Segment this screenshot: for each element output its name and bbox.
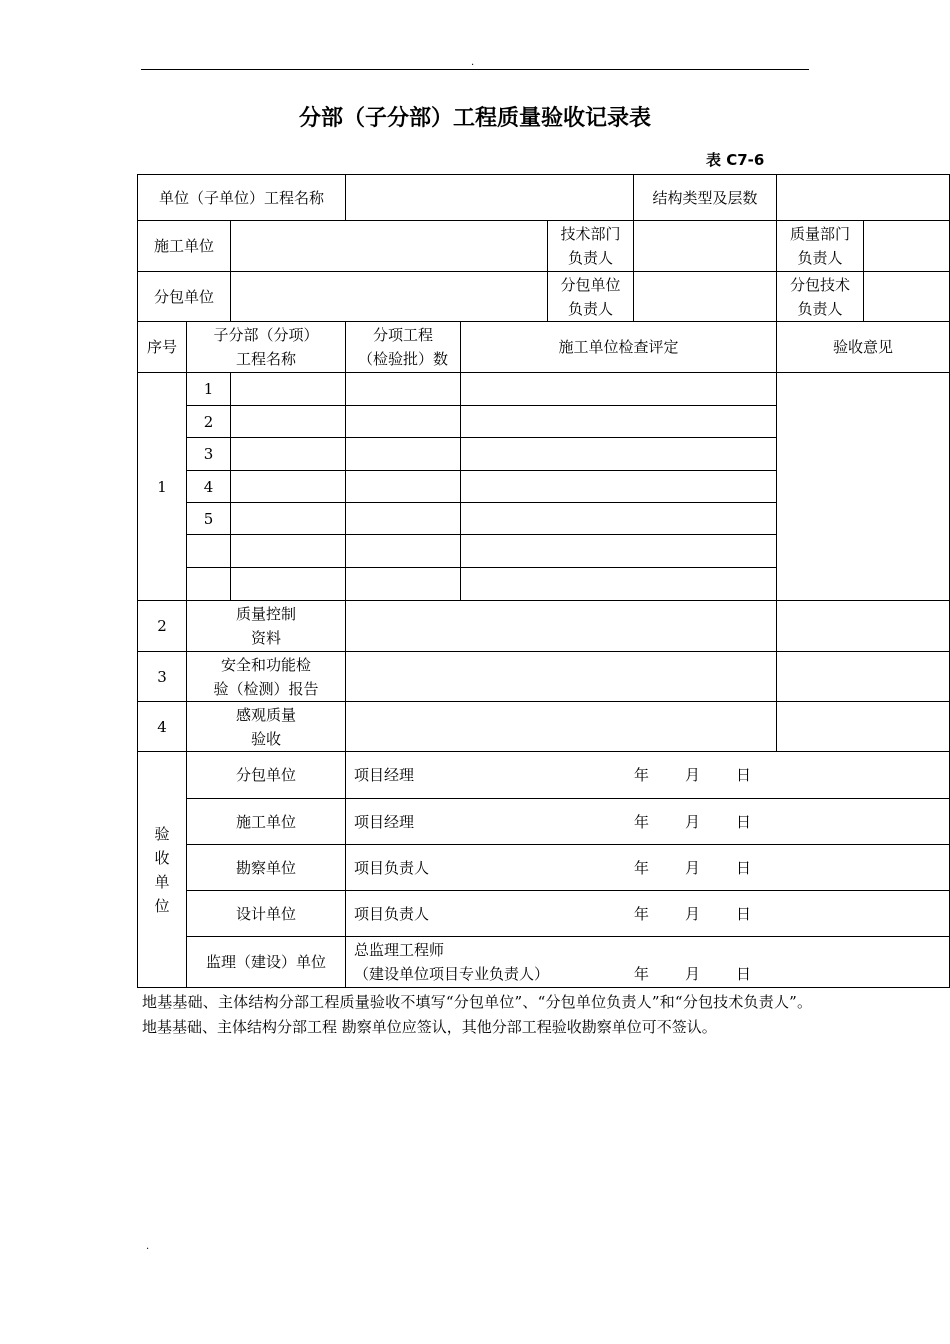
tech-dept-head-field[interactable] xyxy=(634,221,777,272)
year-label: 年 xyxy=(634,858,650,877)
sub-item-check-field[interactable] xyxy=(461,503,777,535)
signer-title: 项目负责人 xyxy=(354,904,430,923)
day-label: 日 xyxy=(736,904,752,923)
col-name-header: 子分部（分项） 工程名称 xyxy=(187,322,346,373)
acceptance-signature-field[interactable] xyxy=(346,845,950,891)
year-label: 年 xyxy=(634,904,650,923)
subcontractor-head-label: 分包单位 负责人 xyxy=(548,272,634,322)
sub-item-name-field[interactable] xyxy=(231,568,346,601)
acceptance-unit-name: 勘察单位 xyxy=(187,845,346,891)
year-label: 年 xyxy=(634,965,650,983)
sub-item-check-field[interactable] xyxy=(461,373,777,406)
footer-dot: . xyxy=(146,1241,150,1252)
acceptance-unit-name: 设计单位 xyxy=(187,891,346,937)
col-seq-header: 序号 xyxy=(138,322,187,373)
sub-item-number: 5 xyxy=(187,503,231,535)
sub-item-check-field[interactable] xyxy=(461,471,777,503)
sub-item-name-field[interactable] xyxy=(231,535,346,568)
sub-item-count-field[interactable] xyxy=(346,406,461,438)
signer-title: 项目经理 xyxy=(354,766,415,784)
supervision-signature-field[interactable] xyxy=(346,937,950,988)
month-label: 月 xyxy=(685,858,701,877)
footnote: 地基基础、主体结构分部工程质量验收不填写“分包单位”、“分包单位负责人”和“分包技术负责人”。地基基础、主体结构分部工程 勘察单位应签认，其他分部工程验收勘察单位可不签认。 xyxy=(142,993,812,1036)
signer-title: 项目经理 xyxy=(354,812,415,831)
sub-item-number xyxy=(187,535,231,568)
acceptance-signature-field[interactable] xyxy=(346,891,950,937)
acceptance-unit-name: 施工单位 xyxy=(187,799,346,845)
sub-item-number: 3 xyxy=(187,438,231,471)
structure-field[interactable] xyxy=(777,175,950,221)
year-label: 年 xyxy=(634,766,650,784)
section-3-seq: 3 xyxy=(138,652,187,702)
day-label: 日 xyxy=(736,858,752,877)
sub-item-count-field[interactable] xyxy=(346,503,461,535)
sub-item-name-field[interactable] xyxy=(231,471,346,503)
acceptance-record-table xyxy=(137,174,950,988)
sub-item-check-field[interactable] xyxy=(461,568,777,601)
subcontractor-tech-head-label: 分包技术 负责人 xyxy=(777,272,864,322)
sub-item-check-field[interactable] xyxy=(461,535,777,568)
acceptance-signature-field[interactable] xyxy=(346,752,950,799)
sub-item-name-field[interactable] xyxy=(231,373,346,406)
acceptance-units-label: 验 收 单 位 xyxy=(138,752,187,988)
appearance-quality-label: 感观质量 验收 xyxy=(187,702,346,752)
quality-control-docs-opinion[interactable] xyxy=(777,601,950,652)
safety-function-report-label: 安全和功能检 验（检测）报告 xyxy=(187,652,346,702)
sub-item-count-field[interactable] xyxy=(346,438,461,471)
quality-control-docs-field[interactable] xyxy=(346,601,777,652)
structure-label: 结构类型及层数 xyxy=(634,175,777,221)
day-label: 日 xyxy=(736,766,752,784)
day-label: 日 xyxy=(736,965,752,983)
subcontractor-head-field[interactable] xyxy=(634,272,777,322)
quality-control-docs-label: 质量控制 资料 xyxy=(187,601,346,652)
chief-supervisor-title: 总监理工程师 xyxy=(354,941,445,959)
day-label: 日 xyxy=(736,812,752,831)
appearance-quality-field[interactable] xyxy=(346,702,777,752)
month-label: 月 xyxy=(685,965,701,983)
safety-function-report-opinion[interactable] xyxy=(777,652,950,702)
supervision-unit-name: 监理（建设）单位 xyxy=(187,937,346,988)
header-rule xyxy=(141,69,809,70)
subcontractor-tech-head-field[interactable] xyxy=(864,272,950,322)
sub-item-number: 2 xyxy=(187,406,231,438)
sub-item-check-field[interactable] xyxy=(461,406,777,438)
year-label: 年 xyxy=(634,812,650,831)
sub-item-count-field[interactable] xyxy=(346,471,461,503)
sub-item-name-field[interactable] xyxy=(231,503,346,535)
acceptance-signature-field[interactable] xyxy=(346,799,950,845)
section-1-seq: 1 xyxy=(138,373,187,601)
section-1-opinion-field[interactable] xyxy=(777,373,950,601)
sub-item-number: 4 xyxy=(187,471,231,503)
appearance-quality-opinion[interactable] xyxy=(777,702,950,752)
sub-item-number: 1 xyxy=(187,373,231,406)
subcontractor-field[interactable] xyxy=(231,272,548,322)
sub-item-count-field[interactable] xyxy=(346,535,461,568)
sub-item-count-field[interactable] xyxy=(346,373,461,406)
col-count-header: 分项工程 （检验批）数 xyxy=(346,322,461,373)
unit-name-label: 单位（子单位）工程名称 xyxy=(138,175,346,221)
col-check-header: 施工单位检查评定 xyxy=(461,322,777,373)
section-2-seq: 2 xyxy=(138,601,187,652)
owner-project-head-title: （建设单位项目专业负责人） xyxy=(354,965,550,983)
page-title: 分部（子分部）工程质量验收记录表 xyxy=(298,106,651,131)
tech-dept-head-label: 技术部门 负责人 xyxy=(548,221,634,272)
sub-item-number xyxy=(187,568,231,601)
section-4-seq: 4 xyxy=(138,702,187,752)
month-label: 月 xyxy=(685,766,701,784)
sub-item-count-field[interactable] xyxy=(346,568,461,601)
acceptance-unit-name: 分包单位 xyxy=(187,752,346,799)
header-dot: . xyxy=(471,57,475,68)
sub-item-check-field[interactable] xyxy=(461,438,777,471)
safety-function-report-field[interactable] xyxy=(346,652,777,702)
signer-title: 项目负责人 xyxy=(354,858,430,877)
sub-item-name-field[interactable] xyxy=(231,438,346,471)
quality-dept-head-label: 质量部门 负责人 xyxy=(777,221,864,272)
month-label: 月 xyxy=(685,812,701,831)
form-number: 表 C7-6 xyxy=(706,151,765,169)
construction-unit-label: 施工单位 xyxy=(138,221,231,272)
quality-dept-head-field[interactable] xyxy=(864,221,950,272)
construction-unit-field[interactable] xyxy=(231,221,548,272)
month-label: 月 xyxy=(685,904,701,923)
col-opinion-header: 验收意见 xyxy=(777,322,950,373)
subcontractor-label: 分包单位 xyxy=(138,272,231,322)
unit-name-field[interactable] xyxy=(346,175,634,221)
sub-item-name-field[interactable] xyxy=(231,406,346,438)
